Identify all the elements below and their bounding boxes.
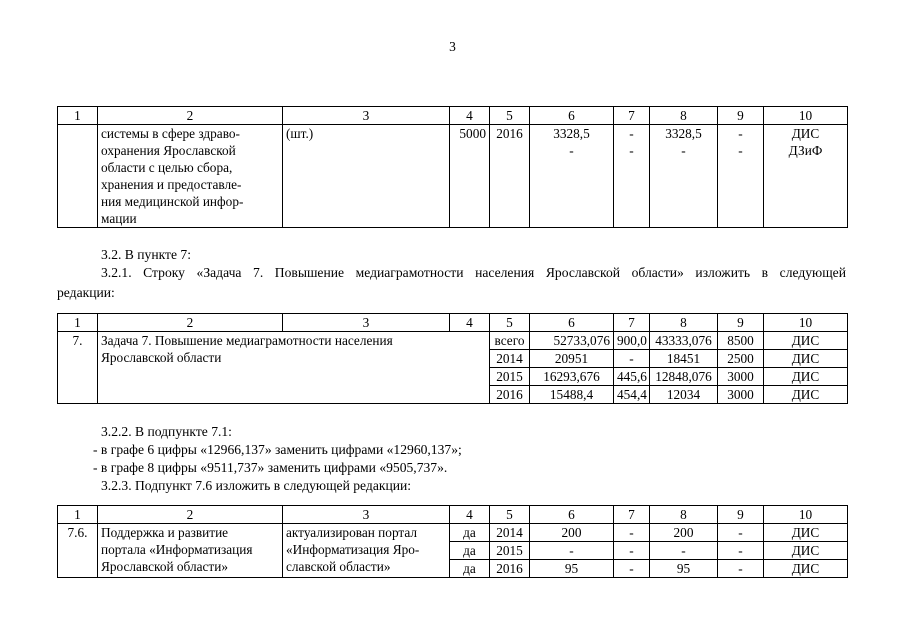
paragraph: - в графе 8 цифры «9511,737» заменить цифрами «9505,737». <box>93 460 448 475</box>
table-cell: 454,4 <box>614 386 650 404</box>
header-cell: 9 <box>718 107 764 125</box>
header-cell: 6 <box>530 506 614 524</box>
table-header-row <box>58 314 848 332</box>
task-text: Задача 7. Повышение медиаграмотности населения Ярославской области <box>101 333 393 365</box>
header-cell: 8 <box>650 107 718 125</box>
table-cell: всего <box>490 332 530 350</box>
table-cell: 95 <box>530 560 614 578</box>
header-cell: 8 <box>650 506 718 524</box>
table-cell: (шт.) <box>283 125 450 228</box>
table-cell: ДИС <box>764 560 848 578</box>
table-cell: актуализирован портал «Информатизация Яро- славской области» <box>283 524 450 578</box>
table-cell: ДИС <box>764 542 848 560</box>
table-cell: 16293,676 <box>530 368 614 386</box>
table-cell: ДИС ДЗиФ <box>764 125 848 228</box>
header-cell: 3 <box>283 506 450 524</box>
header-cell: 4 <box>450 314 490 332</box>
table-cell: 52733,076 <box>530 332 614 350</box>
header-cell: 3 <box>283 107 450 125</box>
table-cell: - <box>650 542 718 560</box>
paragraph: 3.2. В пункте 7: <box>101 247 191 262</box>
table-cell: ДИС <box>764 524 848 542</box>
table-cell: 7. <box>58 332 98 404</box>
header-cell: 7 <box>614 107 650 125</box>
table-cell: 12848,076 <box>650 368 718 386</box>
header-cell: 1 <box>58 506 98 524</box>
table-cell: 3000 <box>718 368 764 386</box>
header-cell: 5 <box>490 314 530 332</box>
table-cell: 2015 <box>490 368 530 386</box>
table-cell: 200 <box>650 524 718 542</box>
table-2 <box>57 313 848 404</box>
header-cell: 1 <box>58 314 98 332</box>
paragraph: 3.2.2. В подпункте 7.1: <box>101 424 232 439</box>
table-cell: ДИС <box>764 368 848 386</box>
table-cell: ДИС <box>764 386 848 404</box>
header-cell: 7 <box>614 506 650 524</box>
header-cell: 10 <box>764 506 848 524</box>
table-header-row <box>58 107 848 125</box>
table-cell: 43333,076 <box>650 332 718 350</box>
table-cell: 8500 <box>718 332 764 350</box>
header-cell: 2 <box>98 506 283 524</box>
table-cell: 2014 <box>490 350 530 368</box>
table-cell: да <box>450 524 490 542</box>
header-cell: 4 <box>450 506 490 524</box>
table-cell: 18451 <box>650 350 718 368</box>
table-cell <box>58 125 98 228</box>
page-number: 3 <box>449 39 456 54</box>
paragraph: 3.2.1. Строку «Задача 7. Повышение медиаграмотности населения Ярославской области» изложить в следующей <box>101 265 846 280</box>
table-cell: 3000 <box>718 386 764 404</box>
table-cell: 2015 <box>490 542 530 560</box>
header-cell: 10 <box>764 107 848 125</box>
header-cell: 4 <box>450 107 490 125</box>
table-cell: 2016 <box>490 386 530 404</box>
table-header-row <box>58 506 848 524</box>
table-cell: 95 <box>650 560 718 578</box>
table-1 <box>57 106 848 228</box>
header-cell: 3 <box>283 314 450 332</box>
paragraph: редакции: <box>57 285 115 300</box>
table-cell: 2500 <box>718 350 764 368</box>
table-cell: 2016 <box>490 125 530 228</box>
table-cell: 2014 <box>490 524 530 542</box>
table-cell: - <box>530 542 614 560</box>
table-cell: 15488,4 <box>530 386 614 404</box>
table-cell: да <box>450 542 490 560</box>
table-cell: - <box>614 350 650 368</box>
header-cell: 10 <box>764 314 848 332</box>
table-cell: 445,6 <box>614 368 650 386</box>
table-cell: 7.6. <box>58 524 98 578</box>
header-cell: 9 <box>718 506 764 524</box>
header-cell: 2 <box>98 107 283 125</box>
table-row <box>58 524 848 542</box>
table-cell: 200 <box>530 524 614 542</box>
header-cell: 9 <box>718 314 764 332</box>
table-cell: ДИС <box>764 350 848 368</box>
table-cell: - <box>614 542 650 560</box>
table-cell: 3328,5 - <box>530 125 614 228</box>
table-cell: системы в сфере здраво- охранения Ярославской области с целью сбора, хранения и предоставле- ния медицинской инфор- мации <box>98 125 283 228</box>
table-cell: - <box>718 524 764 542</box>
table-cell: - <box>718 560 764 578</box>
header-cell: 7 <box>614 314 650 332</box>
table-cell: 12034 <box>650 386 718 404</box>
header-cell: 1 <box>58 107 98 125</box>
table-cell <box>98 332 490 404</box>
table-row <box>58 332 848 350</box>
table-cell: 2016 <box>490 560 530 578</box>
table-cell: ДИС <box>764 332 848 350</box>
table-cell: - <box>614 560 650 578</box>
header-cell: 6 <box>530 107 614 125</box>
header-cell: 5 <box>490 506 530 524</box>
table-3 <box>57 505 848 578</box>
table-cell: - <box>614 524 650 542</box>
paragraph: - в графе 6 цифры «12966,137» заменить цифрами «12960,137»; <box>93 442 462 457</box>
header-cell: 2 <box>98 314 283 332</box>
header-cell: 5 <box>490 107 530 125</box>
header-cell: 6 <box>530 314 614 332</box>
table-row <box>58 125 848 228</box>
table-cell: да <box>450 560 490 578</box>
table-cell: - - <box>718 125 764 228</box>
table-cell: Поддержка и развитие портала «Информатизация Ярославской области» <box>98 524 283 578</box>
header-cell: 8 <box>650 314 718 332</box>
table-cell: 3328,5 - <box>650 125 718 228</box>
table-cell: - <box>718 542 764 560</box>
table-cell: 900,0 <box>614 332 650 350</box>
table-cell: 20951 <box>530 350 614 368</box>
paragraph: 3.2.3. Подпункт 7.6 изложить в следующей редакции: <box>101 478 412 493</box>
table-cell: 5000 <box>450 125 490 228</box>
table-cell: - - <box>614 125 650 228</box>
